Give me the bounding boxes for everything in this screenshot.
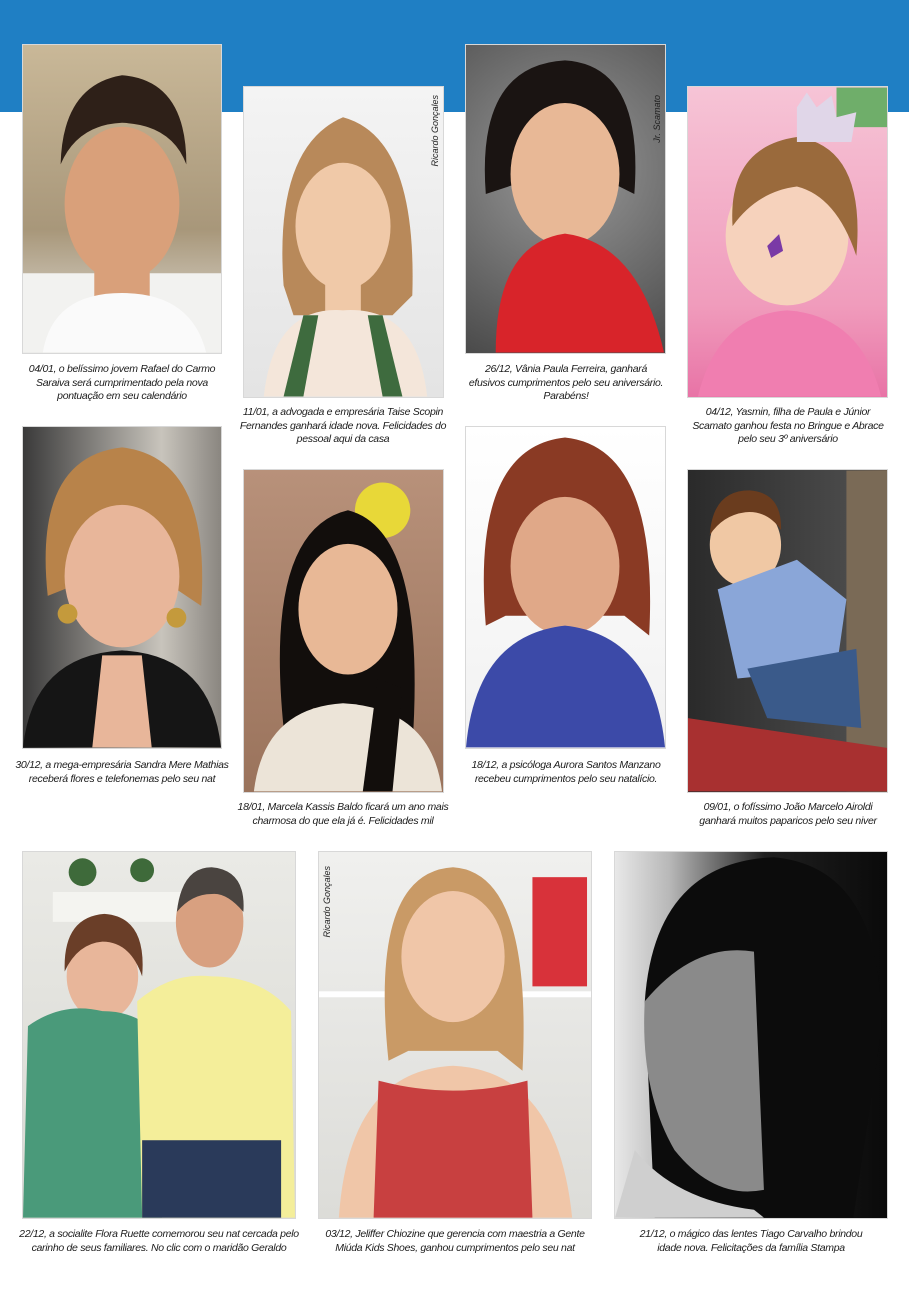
caption-1: 04/01, o belíssimo jovem Rafael do Carmo Saraiva será cumprimentado pela nova pontuação em seu calendário (28, 363, 216, 402)
caption-6: 18/01, Marcela Kassis Baldo ficará um ano mais charmosa do que ela já é. Felicidades mil (237, 801, 449, 827)
photo-tiago (614, 851, 888, 1219)
photo-rafael (22, 44, 222, 354)
photo-credit: Ricardo Gonçales (322, 866, 332, 938)
photo-credit: Jr. Scamato (652, 95, 662, 143)
caption-2: 11/01, a advogada e empresária Taise Scopin Fernandes ganhará idade nova. Felicidades do pessoal aqui da casa (239, 406, 447, 445)
portrait-couple-icon (23, 852, 295, 1218)
portrait-woman-icon (244, 470, 443, 792)
portrait-woman-icon (466, 45, 665, 353)
photo-yasmin (687, 86, 888, 398)
caption-9: 22/12, a socialite Flora Ruette comemorou seu nat cercada pelo carinho de seus familiares. No clic com o maridão Geraldo (19, 1228, 299, 1254)
portrait-woman-icon (319, 852, 591, 1218)
photo-flora-geraldo (22, 851, 296, 1219)
photo-taise (243, 86, 444, 398)
caption-11: 21/12, o mágico das lentes Tiago Carvalho brindou idade nova. Felicitações da família Stampa (639, 1228, 863, 1254)
portrait-woman-icon (23, 427, 221, 748)
portrait-man-icon (23, 45, 221, 353)
caption-8: 09/01, o fofíssimo João Marcelo Airoldi ganhará muitos paparicos pelo seu niver (699, 801, 877, 827)
portrait-woman-icon (466, 427, 665, 748)
photo-credit: Ricardo Gonçales (430, 95, 440, 167)
caption-3: 26/12, Vânia Paula Ferreira, ganhará efusivos cumprimentos pelo seu aniversário. Parabéns! (468, 363, 664, 402)
portrait-child-icon (688, 87, 887, 397)
caption-5: 30/12, a mega-empresária Sandra Mere Mathias receberá flores e telefonemas pelo seu nat (15, 759, 229, 785)
photo-joao (687, 469, 888, 793)
caption-10: 03/12, Jeliffer Chiozine que gerencia com maestria a Gente Miúda Kids Shoes, ganhou cumprimentos pelo seu nat (325, 1228, 585, 1254)
portrait-woman-icon (244, 87, 443, 397)
photo-vania (465, 44, 666, 354)
photo-jeliffer (318, 851, 592, 1219)
photo-sandra (22, 426, 222, 749)
photo-marcela (243, 469, 444, 793)
caption-4: 04/12, Yasmin, filha de Paula e Júnior Scamato ganhou festa no Bringue e Abrace pelo seu 3º aniversário (692, 406, 884, 445)
portrait-man-icon (615, 852, 887, 1218)
portrait-child-icon (688, 470, 887, 792)
photo-aurora (465, 426, 666, 749)
caption-7: 18/12, a psicóloga Aurora Santos Manzano recebeu cumprimentos pelo seu natalício. (471, 759, 661, 785)
